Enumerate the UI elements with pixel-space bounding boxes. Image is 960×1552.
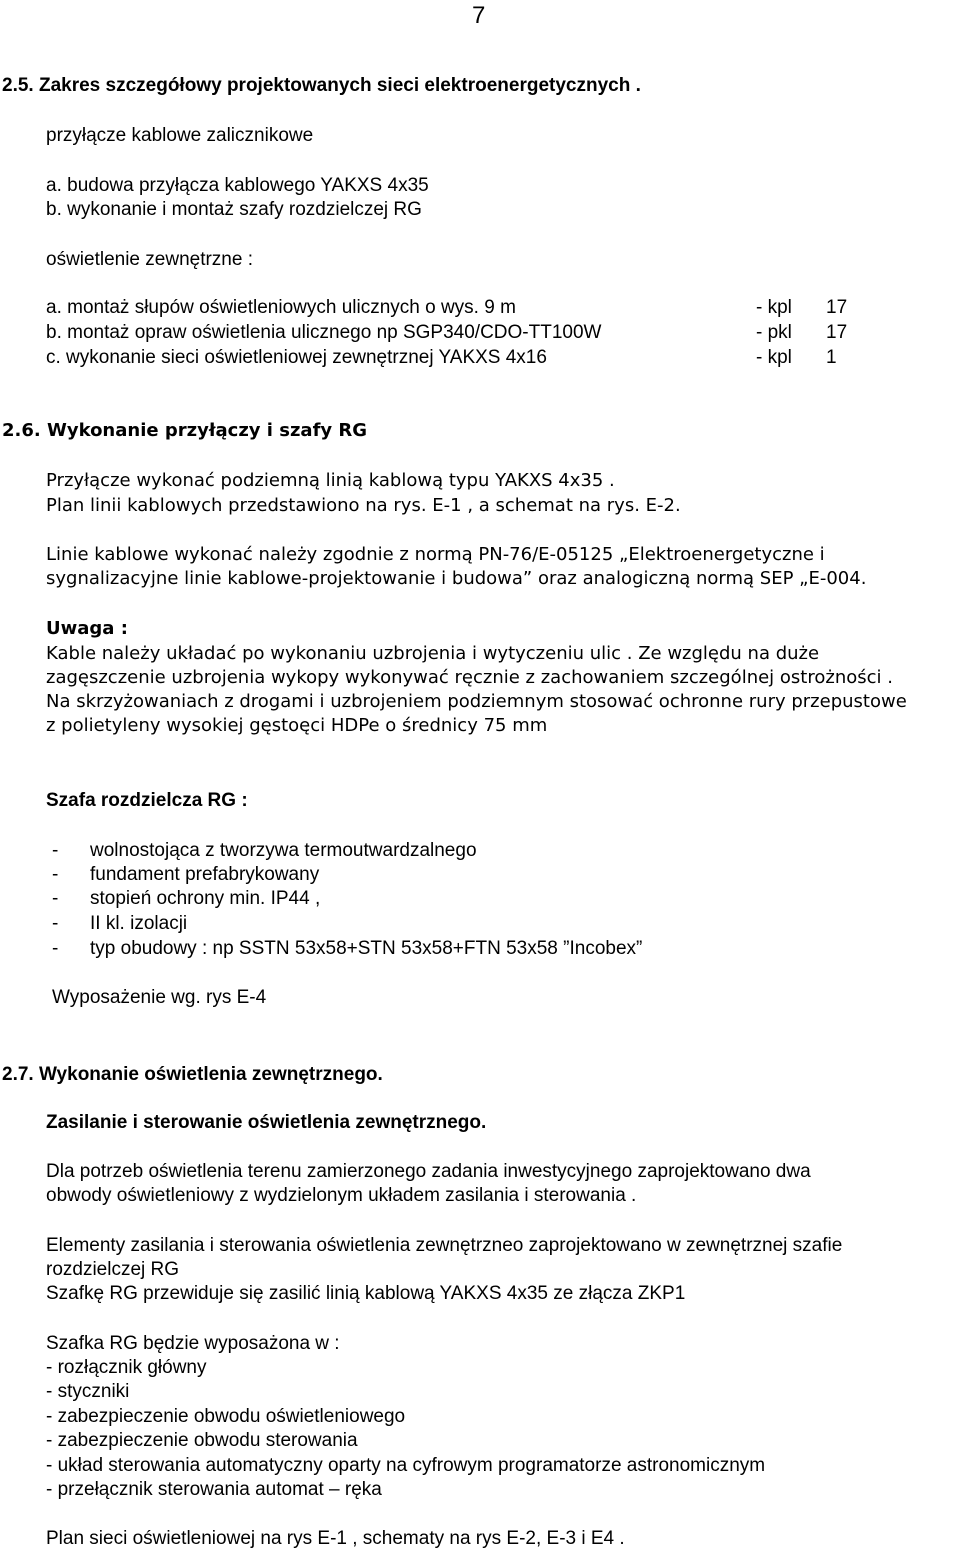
group2-item-qty: 17 xyxy=(826,297,848,318)
cabinet-item: stopień ochrony min. IP44 , xyxy=(90,888,321,909)
cabinet-item: II kl. izolacji xyxy=(90,913,188,934)
paragraph-line: rozdzielczej RG xyxy=(46,1259,180,1280)
cabinet-title: Szafa rozdzielcza RG : xyxy=(46,790,248,811)
equipment-item: - przełącznik sterowania automat – ręka xyxy=(46,1479,382,1500)
equipment-item: - układ sterowania automatyczny oparty na cyfrowym programatorze astronomicznym xyxy=(46,1455,766,1476)
bullet-dash: - xyxy=(52,938,59,959)
equipment-item: - styczniki xyxy=(46,1381,130,1402)
cabinet-intro: Szafka RG będzie wyposażona w : xyxy=(46,1333,340,1354)
paragraph-line: Dla potrzeb oświetlenia terenu zamierzonego zadania inwestycyjnego zaprojektowano dwa xyxy=(46,1161,811,1182)
group2-item-text: a. montaż słupów oświetleniowych ulicznych o wys. 9 m xyxy=(46,297,516,318)
note-line: z polietyleny wysokiej gęstoęci HDPe o średnicy 75 mm xyxy=(46,715,548,736)
bullet-dash: - xyxy=(52,913,59,934)
cabinet-item: fundament prefabrykowany xyxy=(90,864,320,885)
note-line: Na skrzyżowaniach z drogami i uzbrojeniem podziemnym stosować ochronne rury przepustowe xyxy=(46,691,907,712)
bullet-dash: - xyxy=(52,864,59,885)
paragraph-line: Linie kablowe wykonać należy zgodnie z normą PN-76/E-05125 „Elektroenergetyczne i xyxy=(46,544,825,565)
section-2-5-heading: 2.5. Zakres szczegółowy projektowanych sieci elektroenergetycznych . xyxy=(2,75,641,96)
paragraph-line: Przyłącze wykonać podziemną linią kablową typu YAKXS 4x35 . xyxy=(46,470,615,491)
section-2-7-subheading: Zasilanie i sterowanie oświetlenia zewnętrznego. xyxy=(46,1112,487,1133)
paragraph-line: Szafkę RG przewiduje się zasilić linią kablową YAKXS 4x35 ze złącza ZKP1 xyxy=(46,1283,686,1304)
note-title: Uwaga : xyxy=(46,618,128,639)
cabinet-item: typ obudowy : np SSTN 53x58+STN 53x58+FTN 53x58 ”Incobex” xyxy=(90,938,643,959)
note-line: Kable należy układać po wykonaniu uzbrojenia i wytyczeniu ulic . Ze względu na duże xyxy=(46,643,820,664)
paragraph-line: sygnalizacyjne linie kablowe-projektowanie i budowa” oraz analogiczną normą SEP „E-004. xyxy=(46,568,867,589)
note-line: zagęszczenie uzbrojenia wykopy wykonywać ręcznie z zachowaniem szczególnej ostrożności . xyxy=(46,667,893,688)
group2-item-unit: - pkl xyxy=(756,322,792,343)
group2-item-unit: - kpl xyxy=(756,297,792,318)
equipment-item: - zabezpieczenie obwodu oświetleniowego xyxy=(46,1406,406,1427)
group2-item-text: c. wykonanie sieci oświetleniowej zewnętrznej YAKXS 4x16 xyxy=(46,347,547,368)
bullet-dash: - xyxy=(52,888,59,909)
equipment-line: Wyposażenie wg. rys E-4 xyxy=(52,987,267,1008)
group2-item-unit: - kpl xyxy=(756,347,792,368)
plans-line: Plan sieci oświetleniowej na rys E-1 , schematy na rys E-2, E-3 i E4 . xyxy=(46,1528,625,1549)
page-number: 7 xyxy=(472,2,486,29)
bullet-dash: - xyxy=(52,840,59,861)
equipment-item: - zabezpieczenie obwodu sterowania xyxy=(46,1430,358,1451)
paragraph-line: Plan linii kablowych przedstawiono na rys. E-1 , a schemat na rys. E-2. xyxy=(46,495,681,516)
group2-item-text: b. montaż opraw oświetlenia ulicznego np SGP340/CDO-TT100W xyxy=(46,322,602,343)
equipment-item: - rozłącznik główny xyxy=(46,1357,207,1378)
paragraph-line: Elementy zasilania i sterowania oświetlenia zewnętrzneo zaprojektowano w zewnętrznej szafie xyxy=(46,1235,843,1256)
cabinet-item: wolnostojąca z tworzywa termoutwardzalnego xyxy=(90,840,477,861)
group1-item: b. wykonanie i montaż szafy rozdzielczej RG xyxy=(46,199,422,220)
group1-item: a. budowa przyłącza kablowego YAKXS 4x35 xyxy=(46,175,429,196)
section-2-6-heading: 2.6. Wykonanie przyłączy i szafy RG xyxy=(2,420,368,441)
group2-item-qty: 1 xyxy=(826,347,837,368)
section-2-7-heading: 2.7. Wykonanie oświetlenia zewnętrznego. xyxy=(2,1064,383,1085)
group2-item-qty: 17 xyxy=(826,322,848,343)
paragraph-line: obwody oświetleniowy z wydzielonym układem zasilania i sterowania . xyxy=(46,1185,637,1206)
group1-title: przyłącze kablowe zalicznikowe xyxy=(46,125,314,146)
group2-title: oświetlenie zewnętrzne : xyxy=(46,249,253,270)
